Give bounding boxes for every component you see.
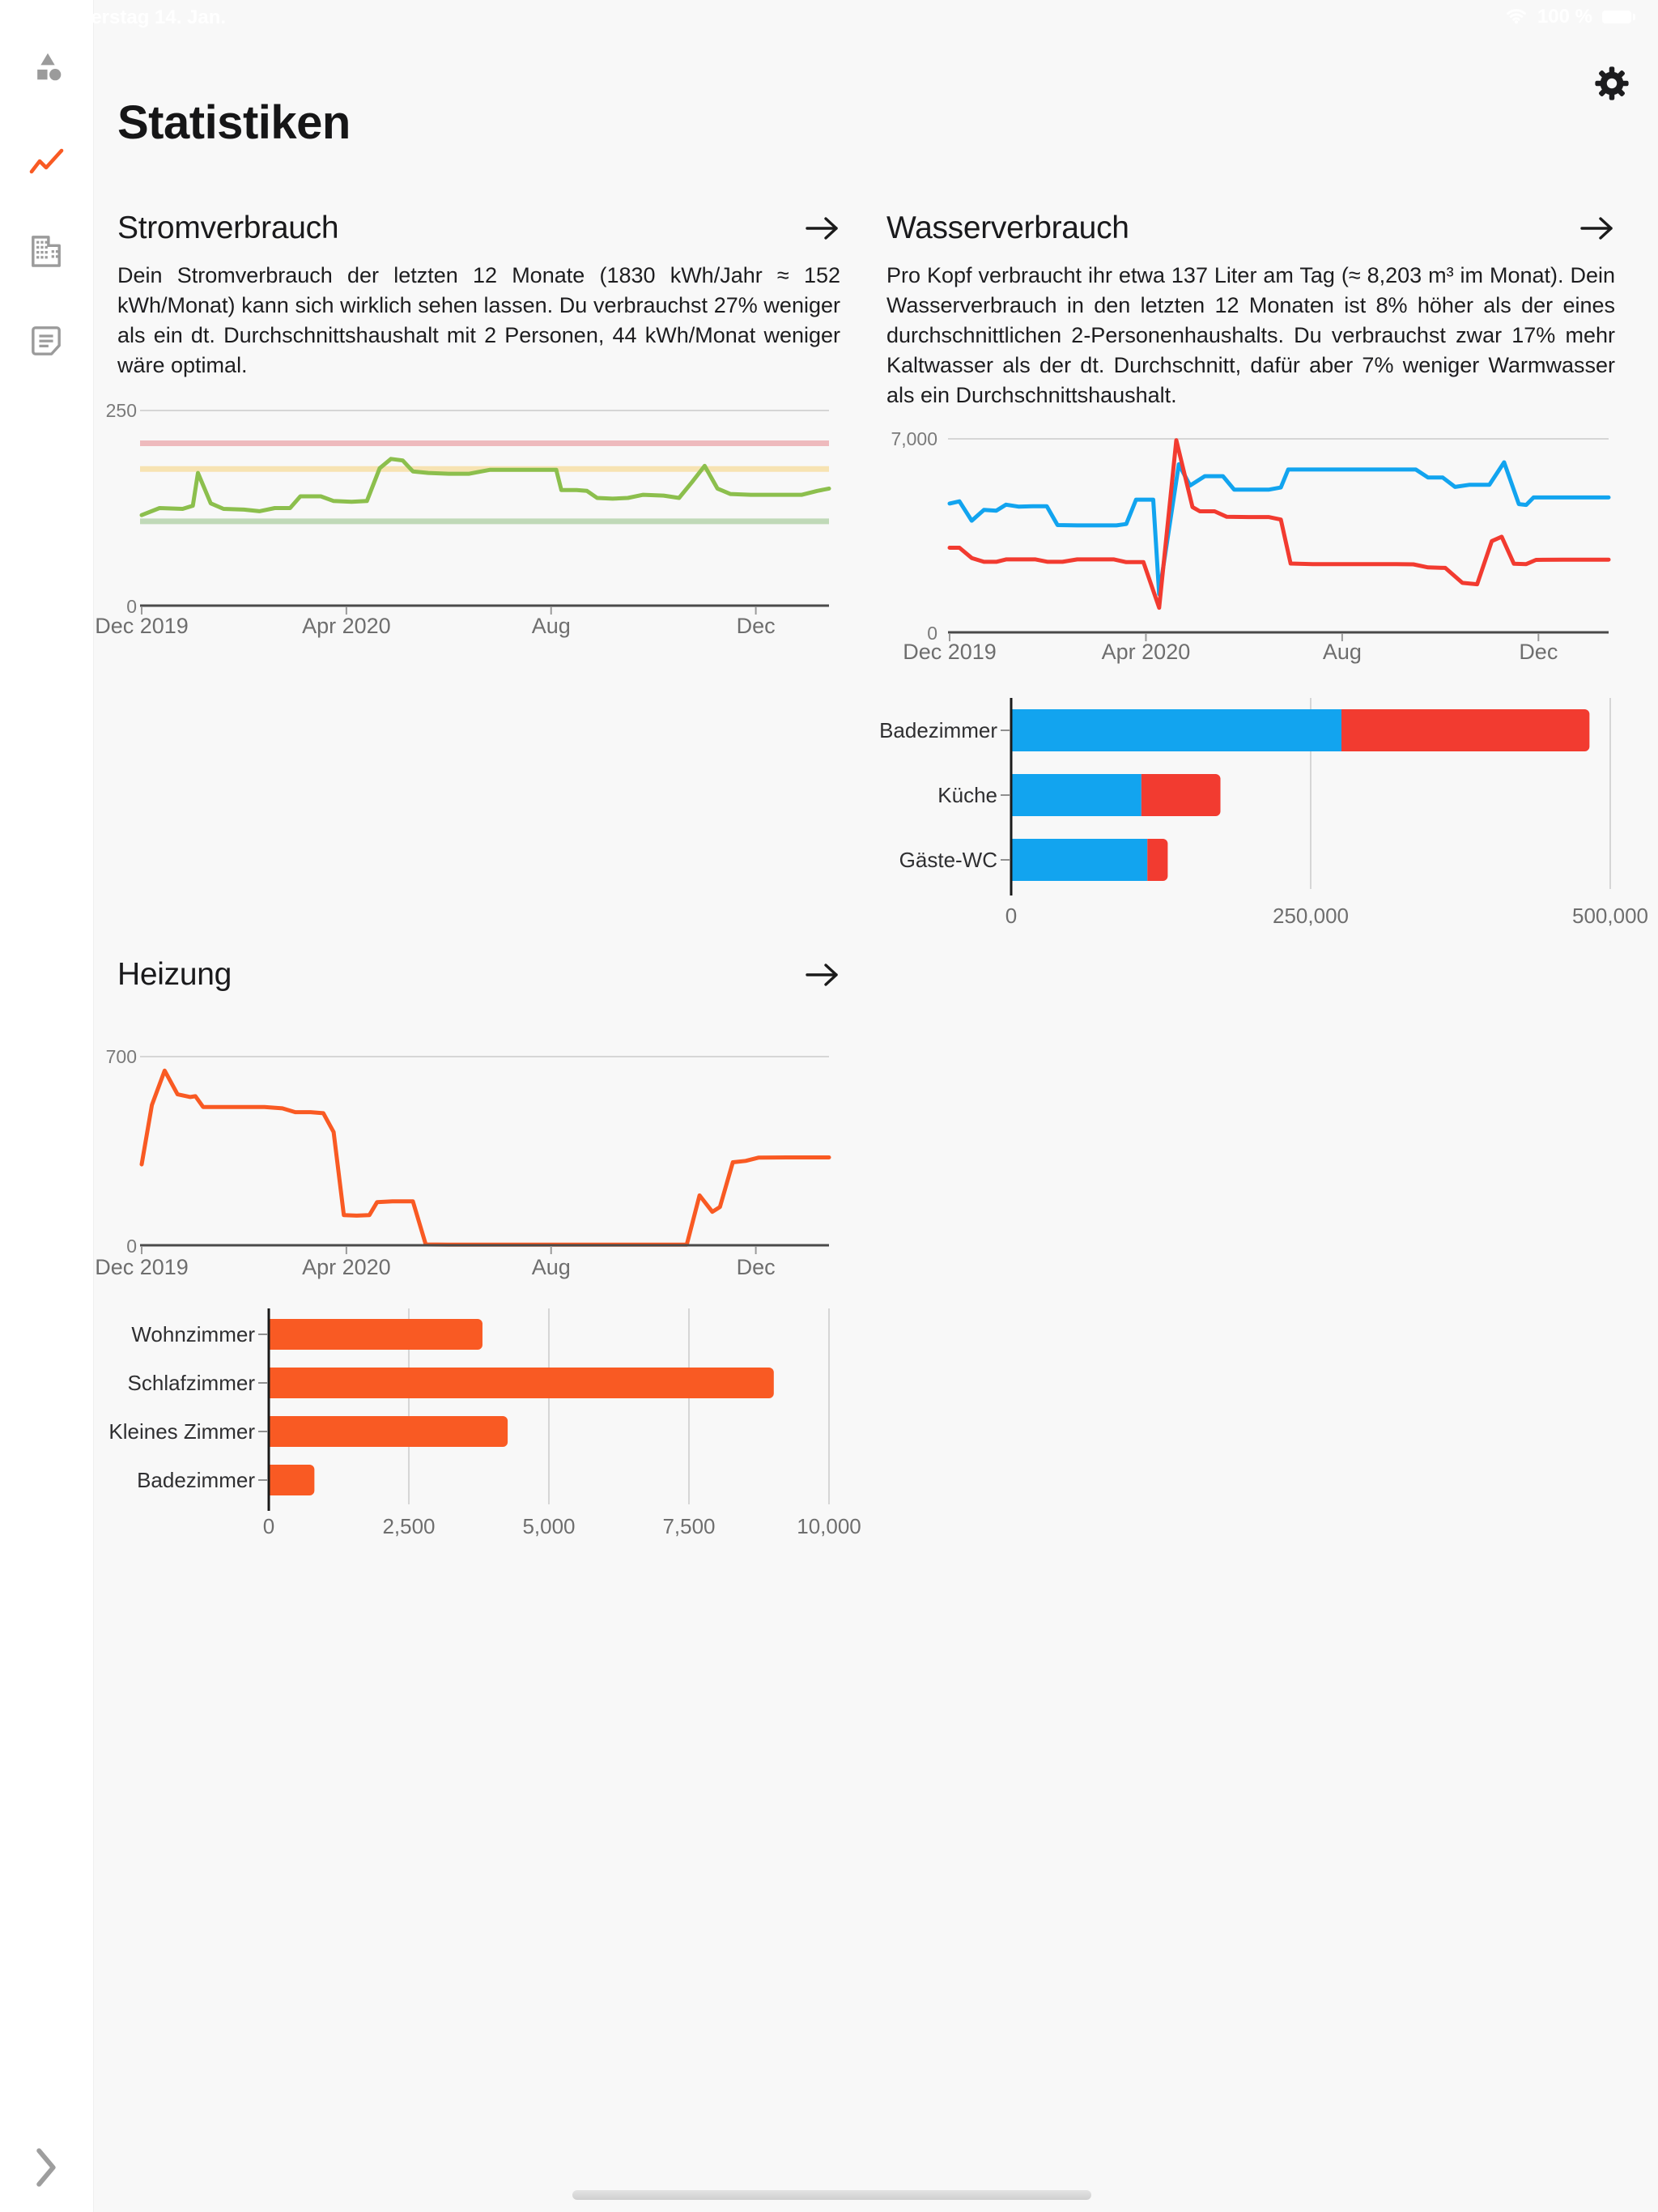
section-title-wasser: Wasserverbrauch	[886, 211, 1129, 245]
svg-text:500,000: 500,000	[1572, 904, 1648, 928]
svg-text:Aug: Aug	[531, 614, 571, 638]
svg-text:250: 250	[105, 400, 137, 421]
strom-line-chart	[95, 393, 840, 644]
svg-text:Dec: Dec	[1519, 640, 1558, 664]
svg-text:Küche: Küche	[937, 783, 997, 807]
svg-text:Dec: Dec	[736, 1255, 776, 1279]
svg-text:7,000: 7,000	[891, 428, 937, 449]
svg-text:Apr 2020: Apr 2020	[302, 614, 391, 638]
settings-button[interactable]	[1593, 65, 1630, 102]
svg-text:Apr 2020: Apr 2020	[1101, 640, 1191, 664]
svg-text:Aug: Aug	[1322, 640, 1362, 664]
svg-text:Wohnzimmer: Wohnzimmer	[131, 1322, 255, 1346]
wasser-bar-chart	[879, 693, 1648, 936]
svg-text:Apr 2020: Apr 2020	[302, 1255, 391, 1279]
svg-text:Badezimmer: Badezimmer	[137, 1468, 255, 1492]
wasser-detail-arrow[interactable]	[1579, 215, 1615, 241]
document-icon	[30, 346, 62, 359]
svg-text:Dec 2019: Dec 2019	[95, 614, 189, 638]
svg-text:Gäste-WC: Gäste-WC	[899, 848, 997, 872]
battery-percent: 100 %	[1537, 6, 1592, 28]
shapes-icon	[30, 76, 66, 90]
sidebar-item-overview[interactable]	[30, 51, 66, 91]
building-icon	[29, 257, 63, 270]
svg-text:0: 0	[126, 1236, 137, 1257]
sidebar-expand-button[interactable]	[35, 2148, 59, 2191]
svg-text:5,000: 5,000	[522, 1514, 576, 1538]
svg-text:Dec: Dec	[736, 614, 776, 638]
svg-text:Kleines Zimmer: Kleines Zimmer	[108, 1419, 255, 1444]
page-title: Statistiken	[117, 96, 351, 149]
sidebar-item-reports[interactable]	[30, 325, 62, 360]
svg-text:Dec 2019: Dec 2019	[95, 1255, 189, 1279]
right-arrow-icon	[805, 215, 840, 241]
scrollbar-thumb[interactable]	[572, 2190, 1091, 2200]
battery-icon	[1602, 11, 1631, 23]
svg-text:Aug: Aug	[531, 1255, 571, 1279]
svg-text:700: 700	[105, 1046, 137, 1067]
svg-text:0: 0	[262, 1514, 275, 1538]
section-description-strom: Dein Stromverbrauch der letzten 12 Monate (1830 kWh/Jahr ≈ 152 kWh/Monat) kann sich wirklich sehen lassen. Du verbrauchst 27% weniger als ein dt. Durchschnittshaushalt mit 2 Personen, 44 kWh/Monat weniger wäre optimal.	[117, 263, 840, 377]
section-title-heizung: Heizung	[117, 957, 232, 992]
svg-text:7,500: 7,500	[662, 1514, 716, 1538]
svg-text:0: 0	[1005, 904, 1018, 928]
svg-text:Badezimmer: Badezimmer	[879, 718, 997, 742]
right-arrow-icon	[805, 962, 840, 988]
section-stromverbrauch	[95, 207, 840, 960]
section-heizung	[95, 954, 861, 1585]
gear-icon	[1593, 91, 1630, 105]
wifi-icon	[1505, 6, 1528, 28]
svg-text:2,500: 2,500	[382, 1514, 436, 1538]
right-arrow-icon	[1579, 215, 1615, 241]
chevron-right-icon	[35, 2176, 59, 2190]
sidebar-item-statistics[interactable]	[29, 147, 65, 179]
section-description-wasser: Pro Kopf verbraucht ihr etwa 137 Liter am Tag (≈ 8,203 m³ im Monat). Dein Wasserverbrauch in den letzten 12 Monaten ist 8% höher als der eines durchschnittlichen 2-Personenhaushalts. Du verbrauchst zwar 17% mehr Kaltwasser als der dt. Durchschnitt, dafür aber 7% weniger Warmwasser als ein Durchschnittshaushalt.	[886, 263, 1615, 407]
status-date: Donnerstag 14. Jan.	[41, 6, 227, 28]
heizung-detail-arrow[interactable]	[805, 962, 840, 988]
svg-text:0: 0	[927, 623, 937, 644]
section-title-strom: Stromverbrauch	[117, 211, 339, 245]
svg-text:Schlafzimmer: Schlafzimmer	[127, 1371, 255, 1395]
svg-text:Dec 2019: Dec 2019	[903, 640, 997, 664]
heizung-bar-chart	[108, 1302, 861, 1545]
trend-line-icon	[29, 164, 65, 178]
svg-text:250,000: 250,000	[1273, 904, 1349, 928]
section-wasserverbrauch	[879, 207, 1648, 960]
sidebar-item-building[interactable]	[29, 235, 63, 271]
wasser-line-chart	[886, 419, 1615, 674]
strom-detail-arrow[interactable]	[805, 215, 840, 241]
status-indicators	[1505, 6, 1631, 28]
svg-text:10,000: 10,000	[797, 1514, 861, 1538]
svg-text:0: 0	[126, 596, 137, 617]
status-bar	[0, 0, 1658, 29]
heizung-line-chart	[95, 1041, 840, 1284]
sidebar	[0, 0, 94, 2212]
